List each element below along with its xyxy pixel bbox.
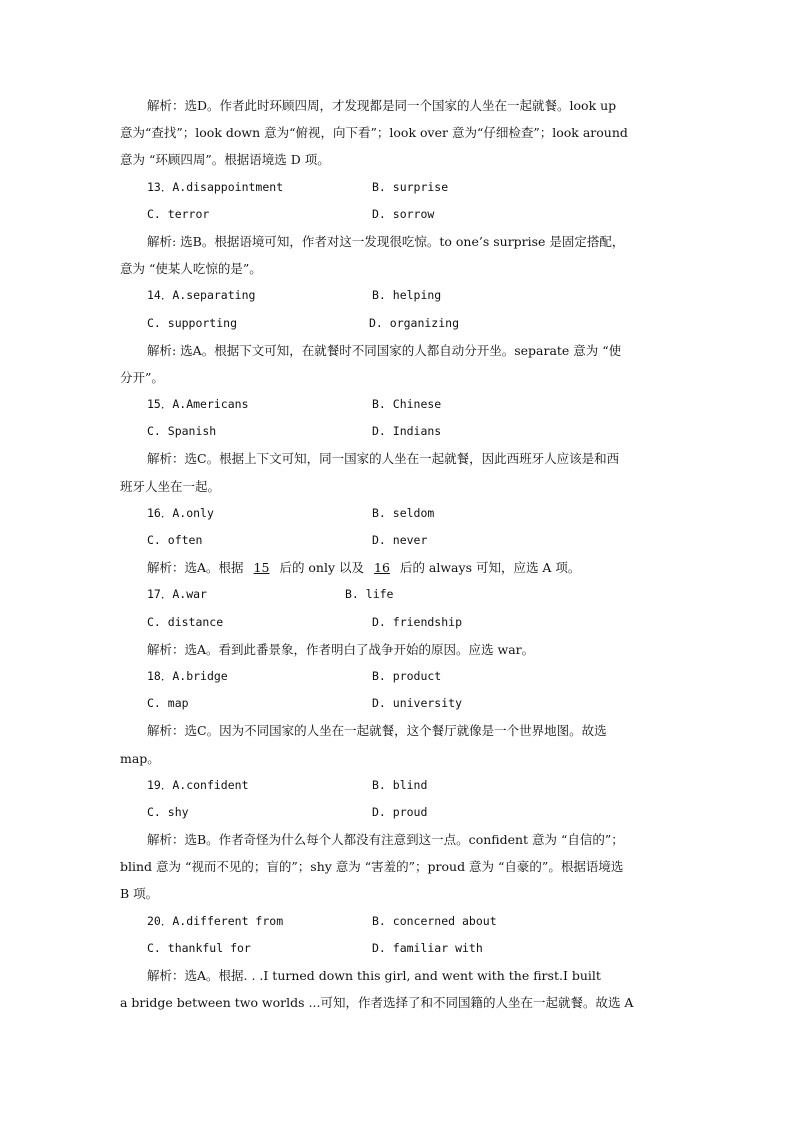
option-c: C. thankful for	[147, 940, 251, 955]
option-b: B. helping	[372, 288, 442, 303]
question-18-options	[120, 663, 676, 717]
explanation-20	[120, 962, 676, 1016]
text-fragment: 解析：选A。根据	[147, 560, 244, 576]
text-line: 解析: 选A。根据下文可知，在就餐时不同国家的人都自动分开坐。separate 意为 “使	[147, 342, 622, 358]
explanation-19	[120, 826, 676, 908]
text-line: 意为 “使某人吃惊的是”。	[120, 261, 262, 277]
option-a: 18．A.bridge	[147, 668, 228, 683]
text-line: 解析：选A。看到此番景象，作者明白了战争开始的原因。应选 war。	[147, 641, 535, 657]
question-15-options	[120, 391, 676, 445]
option-c: C. terror	[147, 206, 210, 221]
question-17-options	[120, 581, 676, 635]
text-line: 意为 “环顾四周”。根据语境选 D 项。	[120, 152, 330, 168]
option-a: 20．A.different from	[147, 913, 284, 928]
text-line: 解析：选A。根据. . .I turned down this girl, and went with the first.I built	[147, 968, 601, 983]
option-d: D. familiar with	[372, 940, 483, 955]
option-c: C. often	[147, 533, 203, 547]
option-b: B. concerned about	[372, 913, 497, 928]
option-d: D. organizing	[369, 315, 460, 330]
text-line: map。	[120, 750, 160, 766]
explanation-18	[120, 717, 676, 771]
option-a: 15．A.Americans	[147, 397, 249, 412]
explanation-12	[120, 92, 676, 174]
option-c: C. Spanish	[147, 424, 217, 439]
blank-number: 16	[374, 560, 390, 576]
option-a: 16．A.only	[147, 505, 214, 520]
option-b: B. life	[345, 587, 394, 602]
question-20-options	[120, 908, 676, 962]
text-line: 分开”。	[120, 369, 164, 385]
question-14-options	[120, 282, 676, 336]
text-line: 解析：选C。根据上下文可知，同一国家的人坐在一起就餐，因此西班牙人应该是和西	[147, 451, 620, 467]
option-a: 13．A.disappointment	[147, 179, 284, 194]
option-c: C. supporting	[147, 315, 238, 330]
explanation-13	[120, 228, 676, 282]
text-line: blind 意为 “视而不见的；盲的”；shy 意为 “害羞的”；proud 意为 “自豪的”。根据语境选	[120, 859, 624, 875]
option-c: C. distance	[147, 614, 224, 629]
option-d: D. Indians	[372, 424, 442, 439]
text-fragment: 后的 only 以及	[279, 560, 365, 576]
option-a: 14．A.separating	[147, 288, 256, 303]
text-line: 解析：选C。因为不同国家的人坐在一起就餐，这个餐厅就像是一个世界地图。故选	[147, 723, 607, 739]
option-c: C. map	[147, 696, 189, 711]
text-line: 解析：选D。作者此时环顾四周，才发现都是同一个国家的人坐在一起就餐。look up	[147, 98, 617, 113]
option-a: 19．A.confident	[147, 777, 249, 792]
text-fragment: 后的 always 可知，应选 A 项。	[399, 560, 581, 576]
explanation-14	[120, 337, 676, 391]
text-line: 意为“查找”；look down 意为“俯视，向下看”；look over 意为“仔细检查”；look around	[120, 125, 628, 141]
blank-number: 15	[253, 560, 270, 576]
option-a: 17．A.war	[147, 587, 207, 602]
option-d: D. proud	[372, 804, 428, 819]
question-13-options	[120, 174, 676, 228]
option-d: D. university	[372, 696, 463, 711]
text-line: B 项。	[120, 886, 159, 902]
explanation-15	[120, 445, 676, 499]
document-body	[120, 92, 676, 1016]
option-b: B. blind	[372, 777, 428, 792]
option-b: B. product	[372, 668, 442, 683]
explanation-16	[120, 554, 676, 581]
question-16-options	[120, 500, 676, 554]
option-b: B. Chinese	[372, 397, 442, 412]
text-line: a bridge between two worlds ...可知，作者选择了和不同国籍的人坐在一起就餐。故选 A	[120, 995, 634, 1011]
option-d: D. sorrow	[372, 206, 435, 221]
explanation-17	[120, 636, 676, 663]
question-19-options	[120, 772, 676, 826]
option-b: B. seldom	[372, 505, 435, 520]
text-line: 解析: 选B。根据语境可知，作者对这一发现很吃惊。to one’s surprise 是固定搭配，	[147, 233, 625, 249]
text-line: 班牙人坐在一起。	[120, 478, 221, 494]
option-d: D. never	[372, 533, 428, 547]
option-b: B. surprise	[372, 179, 449, 194]
text-line: 解析：选B。作者奇怪为什么每个人都没有注意到这一点。confident 意为 “自信的”；	[147, 832, 624, 848]
option-d: D. friendship	[372, 614, 463, 629]
option-c: C. shy	[147, 804, 189, 819]
